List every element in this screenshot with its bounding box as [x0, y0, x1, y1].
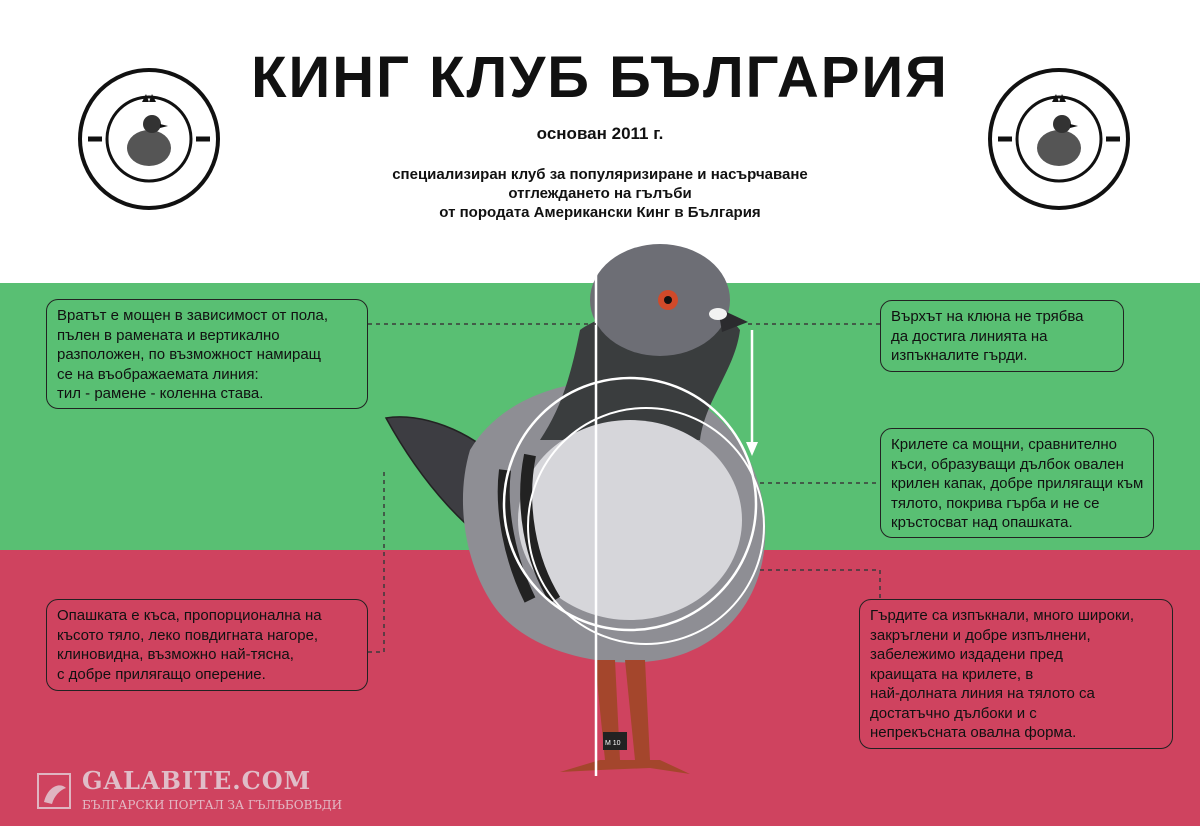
note-line: Вратът е мощен в зависимост от пола,	[57, 307, 328, 324]
neck-note	[46, 299, 368, 409]
connector-breast	[760, 570, 880, 600]
note-line: клиновидна, възможно най-тясна,	[57, 646, 294, 663]
description-line: от породата Американски Кинг в България	[439, 204, 761, 221]
note-line: Гърдите са изпъкнали, много широки,	[870, 607, 1135, 624]
watermark-title: GALABITE.COM	[82, 766, 312, 795]
breast-note	[859, 599, 1173, 749]
beak-guide-arrow	[746, 442, 758, 456]
connector-tail	[368, 470, 384, 652]
note-line: Опашката е къса, пропорционална на	[57, 607, 322, 624]
site-watermark	[30, 764, 343, 820]
note-line: да достига линията на	[891, 327, 1048, 345]
watermark-bird-icon	[34, 768, 74, 814]
club-logo-left	[78, 68, 220, 210]
note-line: непрекъсната овална форма.	[870, 724, 1077, 741]
pigeon-feet	[560, 760, 690, 774]
note-line: най-долната линия на тялото са	[870, 685, 1095, 702]
description-line: отглеждането на гълъби	[508, 185, 692, 202]
pigeon-pupil	[664, 296, 672, 304]
note-line: къси, образуващи дълбок овален	[891, 455, 1124, 473]
tail-note	[46, 599, 368, 691]
club-logo-right	[988, 68, 1130, 210]
note-line: Върхът на клюна не трябва	[891, 308, 1084, 325]
wings-note	[880, 428, 1154, 538]
note-line: забележимо издадени пред	[870, 646, 1063, 663]
pigeon-leg-right	[625, 660, 650, 760]
watermark-subtitle: БЪЛГАРСКИ ПОРТАЛ ЗА ГЪЛЪБОВЪДИ	[82, 798, 343, 812]
description-line: специализиран клуб за популяризиране и насърчаване	[392, 166, 808, 183]
page-title: КИНГ КЛУБ БЪЛГАРИЯ	[251, 45, 949, 110]
note-line: се на въображаемата линия:	[57, 365, 259, 383]
note-line: тялото, покрива гърба и не се	[891, 494, 1100, 512]
club-description	[300, 165, 900, 222]
note-line: тил - рамене - коленна става.	[57, 385, 264, 402]
founded-year: основан 2011 г.	[536, 124, 664, 143]
note-line: достатъчно дълбоки и с	[870, 704, 1037, 722]
note-line: късото тяло, леко повдигната нагоре,	[57, 626, 319, 644]
beak-note	[880, 300, 1124, 372]
note-line: краищата на крилете, в	[870, 665, 1034, 683]
vertical-guide-arrow	[590, 238, 602, 252]
note-line: изпъкналите гърди.	[891, 347, 1028, 364]
note-line: Крилете са мощни, сравнително	[891, 436, 1118, 453]
note-line: крилен капак, добре прилягащи към	[891, 475, 1144, 492]
note-line: разположен, по възможност намиращ	[57, 346, 322, 363]
note-line: закръглени и добре изпълнени,	[870, 626, 1091, 644]
note-line: пълен в рамената и вертикално	[57, 326, 280, 344]
pigeon-cere	[709, 308, 727, 320]
leg-band-text: M 10	[605, 740, 621, 747]
note-line: с добре прилягащо оперение.	[57, 665, 266, 683]
note-line: кръстосват над опашката.	[891, 514, 1073, 531]
